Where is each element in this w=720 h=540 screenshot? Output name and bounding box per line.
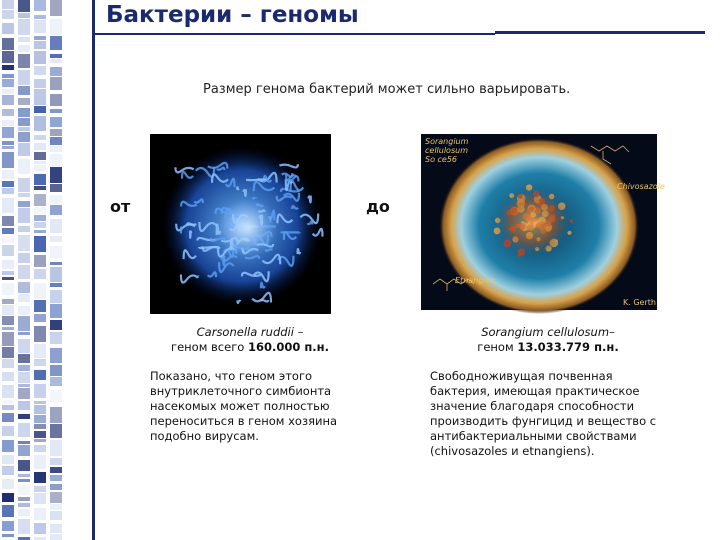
dna-barcode-decoration: [0, 0, 66, 540]
left-species-name: Carsonella ruddii –: [196, 325, 304, 339]
left-divider-line: [92, 0, 95, 540]
right-description-line: антибактериальными свойствами: [430, 429, 637, 443]
left-description-line: подобно вирусам.: [150, 429, 259, 443]
image-strain: So ce56: [425, 155, 458, 164]
carsonella-genome-image: [150, 134, 331, 314]
right-description: [430, 369, 670, 459]
left-description-line: Показано, что геном этого: [150, 369, 313, 383]
left-caption: [150, 325, 350, 355]
right-description-line: (chivosazoles и etnangiens).: [430, 444, 595, 458]
left-description: [150, 369, 355, 444]
title-underline: [95, 33, 495, 35]
image-species-line2: cellulosum: [425, 146, 468, 155]
to-label: до: [366, 197, 390, 216]
right-description-line: бактерия, имеющая практическое: [430, 384, 640, 398]
image-species-line1: Sorangium: [425, 137, 469, 146]
right-genome-size: 13.033.779 п.н.: [517, 340, 619, 354]
left-genome-size: 160.000 п.н.: [247, 340, 329, 354]
right-description-line: производить фунгицид и вещество с: [430, 414, 657, 428]
right-description-line: Свободноживущая почвенная: [430, 369, 613, 383]
left-description-line: переноситься в геном хозяина: [150, 414, 338, 428]
image-credit: K. Gerth: [623, 298, 656, 307]
sorangium-cell-image: [421, 134, 665, 310]
left-description-line: насекомых может полностью: [150, 399, 330, 413]
left-description-line: внутриклеточного симбионта: [150, 384, 332, 398]
right-description-line: значение благодаря способности: [430, 399, 635, 413]
right-caption: [438, 325, 658, 355]
title-underline-extension: [495, 31, 705, 34]
page-title: Бактерии – геномы: [106, 2, 359, 28]
image-compound-etnangien: Etnangien: [455, 276, 496, 285]
from-label: от: [110, 197, 131, 216]
right-genome-prefix: геном: [477, 340, 518, 354]
subtitle: Размер генома бактерий может сильно варьировать.: [203, 82, 571, 97]
left-genome-prefix: геном всего: [171, 340, 248, 354]
image-compound-chivosazole: Chivosazole: [617, 182, 665, 191]
right-species-name: Sorangium cellulosum–: [481, 325, 615, 339]
